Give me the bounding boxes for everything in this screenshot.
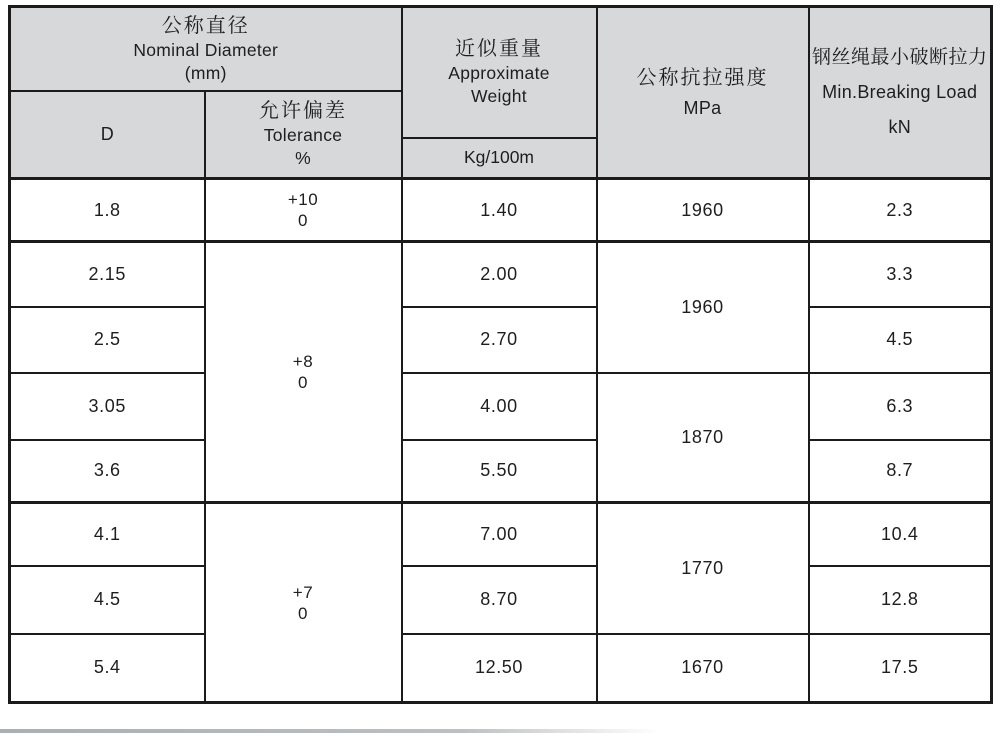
table-row: [10, 179, 992, 242]
cell-weight: 12.50: [402, 634, 597, 703]
cell-strength: 1670: [597, 634, 809, 703]
table-row: [10, 634, 992, 703]
cell-diameter: 3.6: [10, 440, 205, 503]
tolerance-lower: 0: [298, 373, 308, 392]
header-min-breaking-load-en: Min.Breaking Load: [822, 82, 978, 102]
tolerance-lower: 0: [298, 603, 308, 623]
cell-weight: 7.00: [402, 503, 597, 566]
table-row: [10, 242, 992, 307]
cell-strength: 1960: [597, 242, 809, 373]
tolerance-upper: +7: [292, 582, 314, 602]
header-tensile-strength: [597, 7, 809, 179]
tolerance-lower: 0: [298, 211, 308, 230]
table-row: [10, 503, 992, 566]
cell-tolerance: [205, 179, 402, 242]
cell-diameter: 2.5: [10, 307, 205, 373]
header-min-breaking-load-zh: 钢丝绳最小破断拉力: [811, 47, 988, 68]
cell-weight: 1.40: [402, 179, 597, 242]
header-nominal-diameter-en: Nominal Diameter: [133, 39, 279, 60]
table-row: [10, 440, 992, 503]
header-tolerance-zh: 允许偏差: [259, 100, 347, 123]
cell-strength: 1770: [597, 503, 809, 634]
cell-tolerance: [205, 242, 402, 503]
cell-diameter: 1.8: [10, 179, 205, 242]
header-d: D: [10, 91, 205, 179]
tolerance-upper: +10: [287, 190, 319, 209]
cell-tolerance: [205, 503, 402, 703]
header-approx-weight-en1: Approximate: [448, 63, 550, 84]
cell-breaking-load: 2.3: [809, 179, 992, 242]
cell-breaking-load: 8.7: [809, 440, 992, 503]
header-approx-weight-zh: 近似重量: [455, 38, 543, 61]
header-weight-unit: Kg/100m: [402, 138, 597, 179]
header-nominal-diameter-zh: 公称直径: [161, 14, 250, 37]
table-row: [10, 566, 992, 634]
cell-weight: 4.00: [402, 373, 597, 440]
cell-diameter: 3.05: [10, 373, 205, 440]
header-tolerance: [205, 91, 402, 179]
cell-weight: 2.00: [402, 242, 597, 307]
cell-diameter: 4.1: [10, 503, 205, 566]
header-min-breaking-load-unit: kN: [888, 117, 912, 137]
cell-breaking-load: 12.8: [809, 566, 992, 634]
cell-strength: 1870: [597, 373, 809, 503]
cell-breaking-load: 17.5: [809, 634, 992, 703]
table-row: [10, 307, 992, 373]
header-row-1: [10, 7, 992, 91]
header-approx-weight: [402, 7, 597, 138]
header-nominal-diameter: [10, 7, 402, 91]
header-tensile-strength-zh: 公称抗拉强度: [636, 66, 769, 89]
header-min-breaking-load: [809, 7, 992, 179]
cell-diameter: 4.5: [10, 566, 205, 634]
tolerance-upper: +8: [292, 352, 314, 371]
cell-breaking-load: 6.3: [809, 373, 992, 440]
table-row: [10, 373, 992, 440]
header-tolerance-unit: %: [295, 148, 311, 169]
page-bottom-shadow: [0, 729, 660, 733]
cell-weight: 2.70: [402, 307, 597, 373]
header-tolerance-en: Tolerance: [263, 125, 343, 146]
cell-breaking-load: 4.5: [809, 307, 992, 373]
cell-diameter: 2.15: [10, 242, 205, 307]
header-tensile-strength-unit: MPa: [683, 97, 722, 118]
header-nominal-diameter-unit: (mm): [184, 62, 227, 83]
cell-diameter: 5.4: [10, 634, 205, 703]
wire-rope-spec-table: [8, 5, 993, 704]
cell-strength: 1960: [597, 179, 809, 242]
cell-breaking-load: 3.3: [809, 242, 992, 307]
cell-weight: 8.70: [402, 566, 597, 634]
cell-breaking-load: 10.4: [809, 503, 992, 566]
header-approx-weight-en2: Weight: [471, 86, 527, 107]
cell-weight: 5.50: [402, 440, 597, 503]
